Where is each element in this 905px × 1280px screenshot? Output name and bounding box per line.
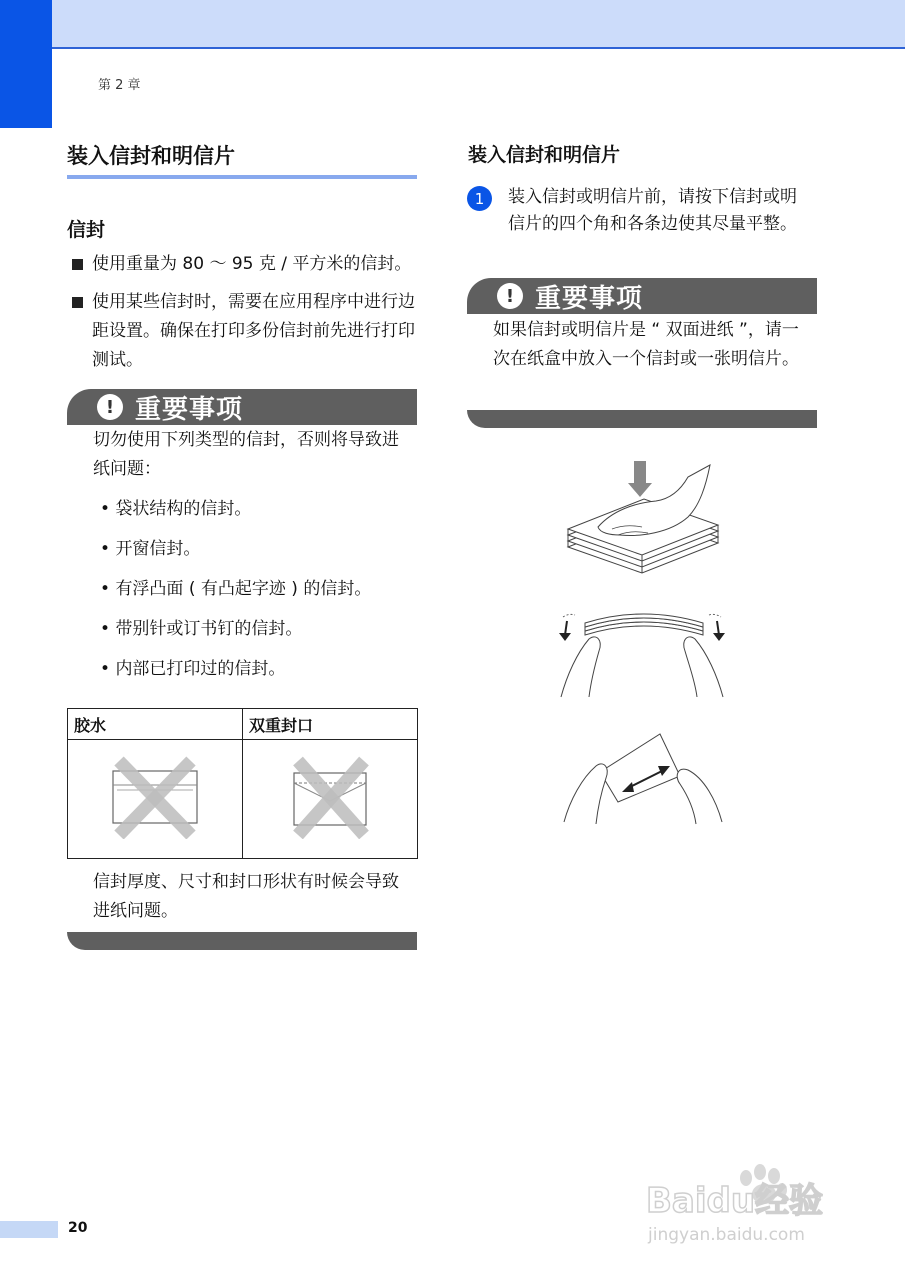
right-section-title: 装入信封和明信片 <box>468 144 621 166</box>
exclamation-icon: ! <box>497 283 523 309</box>
flatten-envelope-edges-illustration <box>555 605 730 700</box>
list-item: • 内部已打印过的信封。 <box>100 659 286 679</box>
footer-bar <box>0 1221 58 1238</box>
important-note: 信封厚度、尺寸和封口形状有时候会导致进纸问题。 <box>93 872 399 921</box>
important-text: 如果信封或明信片是 “ 双面进纸 ”，请一次在纸盒中放入一个信封或一张明信片。 <box>493 320 799 369</box>
important-intro: 切勿使用下列类型的信封，否则将导致进纸问题： <box>93 430 399 479</box>
important-header-left <box>67 389 417 425</box>
square-bullet-icon <box>72 297 83 308</box>
table-header-double-flap: 双重封口 <box>243 709 418 740</box>
left-section-title: 装入信封和明信片 <box>67 140 417 179</box>
page-number: 20 <box>68 1220 88 1236</box>
list-item: • 袋状结构的信封。 <box>100 499 252 519</box>
chapter-side-tab <box>0 0 52 128</box>
double-flap-envelope-crossed-icon <box>280 755 380 839</box>
list-item: • 开窗信封。 <box>100 539 201 559</box>
step-number-badge: 1 <box>467 186 492 211</box>
important-title: 重要事项 <box>135 394 244 425</box>
important-footer-left <box>67 932 417 950</box>
bullet-item <box>72 288 417 375</box>
glue-envelope-crossed-icon <box>105 755 205 839</box>
envelope-table <box>67 708 418 859</box>
glue-envelope-cell <box>68 740 243 859</box>
press-envelope-stack-illustration <box>560 455 730 580</box>
baidu-watermark <box>642 1150 862 1250</box>
watermark-brand: Baidu经验 <box>646 1181 824 1221</box>
bullet-text: 使用重量为 80 ～ 95 克 / 平方米的信封。 <box>92 254 412 274</box>
important-header-right <box>467 278 817 314</box>
smooth-envelope-edge-illustration <box>560 730 725 830</box>
list-item: • 带别针或订书钉的信封。 <box>100 619 303 639</box>
table-header-glue: 胶水 <box>68 709 243 740</box>
exclamation-icon: ! <box>97 394 123 420</box>
top-header-bar <box>0 0 905 49</box>
double-flap-envelope-cell <box>243 740 418 859</box>
bullet-text: 使用某些信封时，需要在应用程序中进行边距设置。确保在打印多份信封前先进行打印测试。 <box>92 292 415 370</box>
important-title: 重要事项 <box>535 283 644 314</box>
list-item: • 有浮凸面 ( 有凸起字迹 ) 的信封。 <box>100 579 372 599</box>
envelope-subheading: 信封 <box>67 219 106 241</box>
square-bullet-icon <box>72 259 83 270</box>
bullet-item <box>72 250 417 279</box>
watermark-url: jingyan.baidu.com <box>648 1225 805 1245</box>
chapter-label: 第 2 章 <box>98 78 141 93</box>
important-footer-right <box>467 410 817 428</box>
step-text: 装入信封或明信片前，请按下信封或明信片的四个角和各条边使其尽量平整。 <box>508 187 797 234</box>
